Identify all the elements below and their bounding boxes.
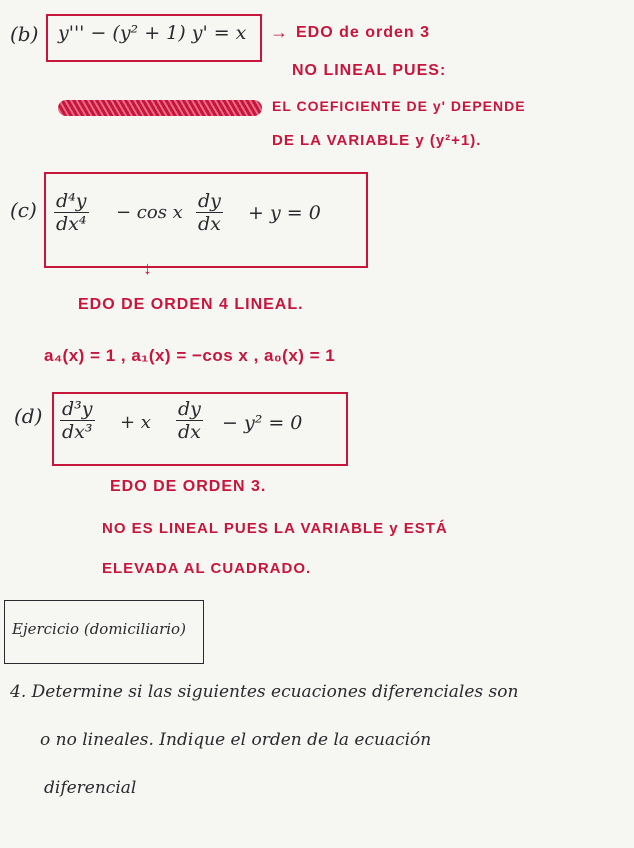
part-d-note-2: ELEVADA AL CUADRADO. <box>102 560 312 577</box>
part-d-result: EDO DE ORDEN 3. <box>110 478 267 495</box>
part-b-note-1: NO LINEAL PUES: <box>292 62 447 79</box>
part-c-coefficients: a₄(x) = 1 , a₁(x) = −cos x , a₀(x) = 1 <box>44 346 336 365</box>
part-c-fraction-1-denominator: dx⁴ <box>56 213 87 235</box>
problem-4-line-2: o no lineales. Indique el orden de la ecuación <box>40 730 432 750</box>
part-c-tail: + y = 0 <box>248 202 321 224</box>
part-c-fraction-1 <box>54 190 89 235</box>
part-d-middle-term: + x <box>120 412 151 433</box>
part-d-note-1: NO ES LINEAL PUES LA VARIABLE y ESTÁ <box>102 520 448 537</box>
part-b-arrow: → <box>270 22 289 42</box>
part-c-fraction-2-numerator: dy <box>198 190 221 212</box>
part-d-label: (d) <box>14 404 43 428</box>
problem-4-line-1: 4. Determine si las siguientes ecuaciones diferenciales son <box>10 682 519 702</box>
part-b-note-3: DE LA VARIABLE y (y²+1). <box>272 132 482 149</box>
part-c-fraction-2-denominator: dx <box>198 213 221 235</box>
exercise-tag: Ejercicio (domiciliario) <box>12 620 186 638</box>
part-b-equation: y''' − (y² + 1) y' = x <box>58 22 247 44</box>
part-d-fraction-1 <box>60 398 95 443</box>
part-b-note-2: EL COEFICIENTE DE y' DEPENDE <box>272 98 526 114</box>
part-b-result: EDO de orden 3 <box>296 24 431 41</box>
problem-4-line-3: diferencial <box>44 778 137 798</box>
part-d-fraction-1-denominator: dx³ <box>62 421 93 443</box>
part-c-fraction-1-numerator: d⁴y <box>56 190 87 212</box>
part-d-fraction-1-numerator: d³y <box>62 398 93 420</box>
part-d-fraction-2-denominator: dx <box>178 421 201 443</box>
part-d-fraction-2 <box>176 398 203 443</box>
part-b-label: (b) <box>10 22 39 46</box>
part-c-result: EDO DE ORDEN 4 LINEAL. <box>78 296 304 313</box>
part-d-fraction-2-numerator: dy <box>178 398 201 420</box>
part-c-arrow: ↓ <box>143 258 153 278</box>
part-d-tail: − y² = 0 <box>222 412 303 434</box>
crossed-out-scribble <box>58 100 262 116</box>
part-c-fraction-2 <box>196 190 223 235</box>
part-c-label: (c) <box>10 198 37 222</box>
part-c-middle-term: − cos x <box>116 202 183 223</box>
